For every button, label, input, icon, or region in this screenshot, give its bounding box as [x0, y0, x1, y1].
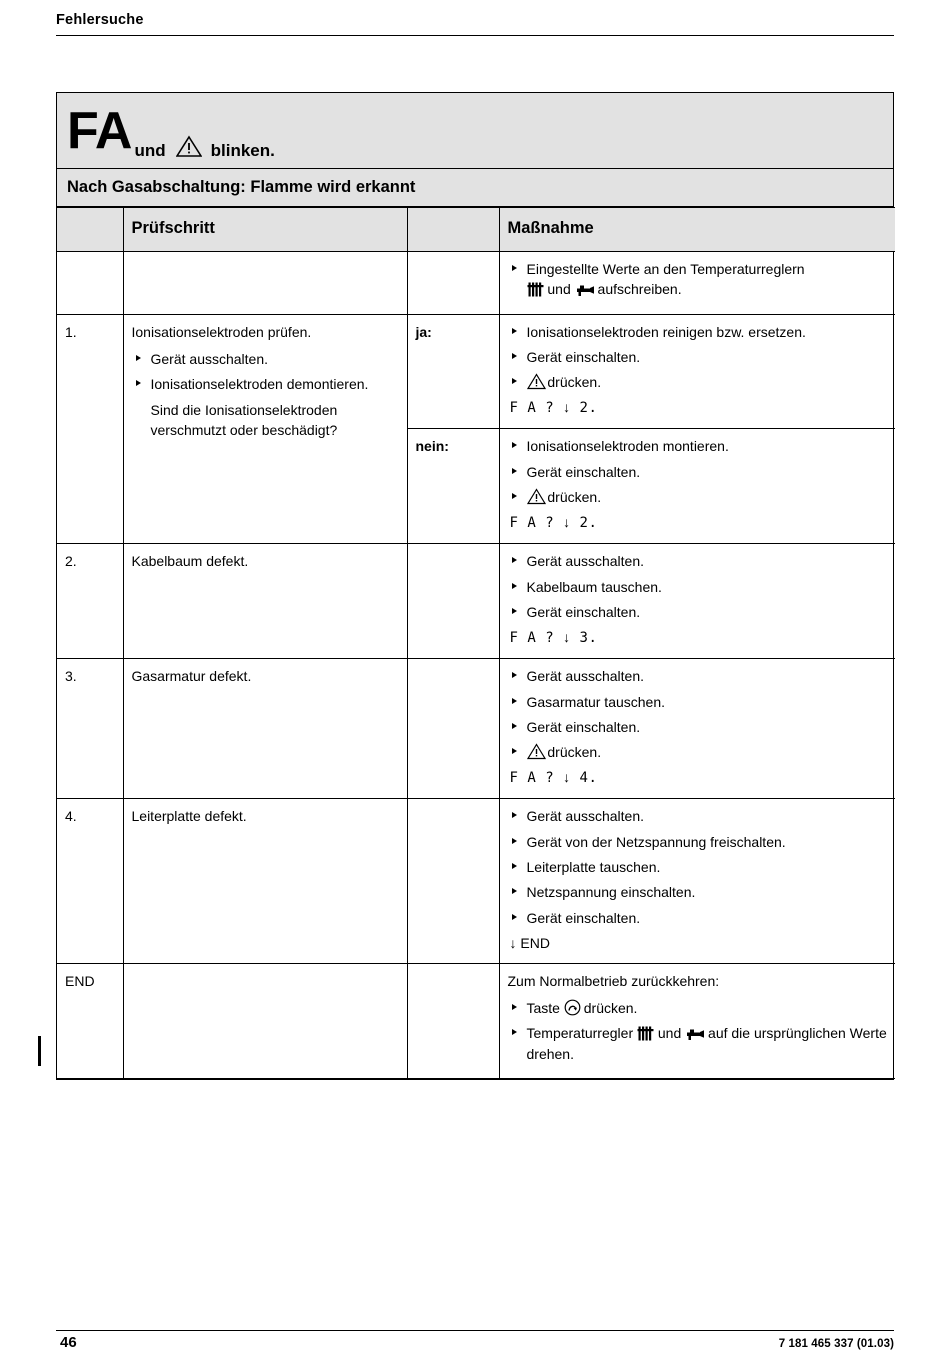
action-text-end: auf die ursprünglichen Werte drehen.: [526, 1025, 887, 1062]
table-row: [57, 799, 895, 963]
steps-table: [57, 207, 895, 1079]
action-item: [508, 1023, 888, 1064]
action-item: Kabelbaum tauschen.: [508, 577, 888, 597]
action-text-end: aufschreiben.: [597, 281, 682, 298]
action-item: Ionisationselektroden montieren.: [508, 436, 888, 456]
row-step: [123, 963, 407, 1078]
action-item: [508, 998, 888, 1018]
row-action: [499, 314, 895, 429]
action-item: Gerät einschalten.: [508, 717, 888, 737]
action-text-und: und: [547, 281, 571, 298]
down-arrow-icon: ↓: [563, 399, 571, 416]
down-arrow-icon: ↓: [563, 629, 571, 646]
row-action: [499, 252, 895, 315]
code-target: 2.: [579, 515, 598, 532]
header-divider: [56, 35, 894, 36]
row-number: 3.: [57, 659, 123, 799]
header-title: Fehlersuche: [56, 12, 144, 28]
action-text: drücken.: [547, 744, 602, 761]
jump-code: [510, 397, 888, 419]
step-item: Gerät ausschalten.: [132, 349, 399, 369]
row-answer: [407, 252, 499, 315]
code-target: 4.: [579, 770, 598, 787]
action-text: Taste: [526, 999, 560, 1016]
row-number: [57, 252, 123, 315]
footer-divider: [56, 1330, 894, 1331]
change-bar: [38, 1036, 41, 1066]
action-item: [508, 372, 888, 392]
table-header-row: [57, 208, 895, 252]
action-text: Temperaturregler: [526, 1025, 634, 1042]
page-header: [56, 12, 894, 36]
row-answer: [407, 544, 499, 659]
warning-triangle-icon: [527, 488, 544, 503]
reset-button-icon: [564, 999, 580, 1015]
row-number: END: [57, 963, 123, 1078]
action-item: [508, 742, 888, 762]
action-item: Gasarmatur tauschen.: [508, 692, 888, 712]
row-step: Gasarmatur defekt.: [123, 659, 407, 799]
fault-code: FA: [67, 101, 132, 160]
row-answer: [407, 314, 499, 429]
jump-end: [510, 933, 888, 954]
radiator-icon: [527, 282, 544, 297]
row-step: Leiterplatte defekt.: [123, 799, 407, 963]
step-item: Ionisationselektroden demontieren.: [132, 374, 399, 394]
warning-triangle-icon: [527, 373, 544, 388]
row-number: 2.: [57, 544, 123, 659]
action-text-und: und: [657, 1025, 682, 1042]
action-item: Gerät von der Netzspannung freischalten.: [508, 832, 888, 852]
action-text: drücken.: [547, 374, 602, 391]
step-heading: Ionisationselektroden prüfen.: [131, 323, 312, 340]
code-text: F A ?: [509, 515, 555, 532]
action-item: [508, 259, 888, 300]
water-tap-icon: [575, 282, 594, 295]
action-item: Gerät einschalten.: [508, 602, 888, 622]
fault-subtitle: Nach Gasabschaltung: Flamme wird erkannt: [57, 169, 893, 207]
table-row: [57, 963, 895, 1078]
header-step: Prüfschritt: [123, 208, 407, 252]
action-item: Gerät einschalten.: [508, 908, 888, 928]
answer-no: nein:: [415, 438, 449, 455]
action-item: Gerät einschalten.: [508, 347, 888, 367]
row-step: Kabelbaum defekt.: [123, 544, 407, 659]
jump-code: [510, 627, 888, 649]
action-text-end: drücken.: [583, 999, 638, 1016]
banner-blinken-label: blinken.: [210, 141, 275, 160]
action-text: drücken.: [547, 489, 602, 506]
action-item: Netzspannung einschalten.: [508, 882, 888, 902]
action-item: Gerät einschalten.: [508, 462, 888, 482]
warning-triangle-icon: [176, 135, 202, 168]
jump-code: [510, 512, 888, 534]
code-text: F A ?: [509, 400, 555, 417]
action-item: Gerät ausschalten.: [508, 551, 888, 571]
down-arrow-icon: ↓: [509, 934, 517, 951]
table-row: [57, 544, 895, 659]
row-number: 1.: [57, 314, 123, 544]
action-item: Gerät ausschalten.: [508, 806, 888, 826]
document-code: 7 181 465 337 (01.03): [778, 1338, 894, 1350]
code-text: F A ?: [509, 770, 555, 787]
water-tap-icon: [685, 1026, 704, 1039]
header-answer: [407, 208, 499, 252]
row-action: [499, 799, 895, 963]
row-action: [499, 429, 895, 544]
answer-yes: ja:: [415, 323, 432, 340]
action-item: Gerät ausschalten.: [508, 666, 888, 686]
row-action: [499, 659, 895, 799]
warning-triangle-icon: [527, 743, 544, 758]
action-intro: Zum Normalbetrieb zurückkehren:: [507, 972, 720, 989]
row-answer: [407, 799, 499, 963]
row-step: [123, 314, 407, 544]
end-label: END: [520, 934, 550, 951]
code-text: F A ?: [509, 630, 555, 647]
action-text: Eingestellte Werte an den Temperaturreglern: [526, 261, 805, 277]
table-row: [57, 314, 895, 429]
row-action: [499, 963, 895, 1078]
fault-table: [56, 92, 894, 1080]
down-arrow-icon: ↓: [563, 769, 571, 786]
page-number: 46: [60, 1334, 77, 1351]
row-action: [499, 544, 895, 659]
banner-und-label: und: [134, 141, 166, 160]
row-answer: [407, 659, 499, 799]
radiator-icon: [637, 1026, 654, 1041]
action-item: Leiterplatte tauschen.: [508, 857, 888, 877]
table-row: [57, 252, 895, 315]
row-answer: [407, 429, 499, 544]
row-number: 4.: [57, 799, 123, 963]
header-action: Maßnahme: [499, 208, 895, 252]
table-row: [57, 659, 895, 799]
step-question: Sind die Ionisationselektroden verschmutzt oder beschädigt?: [150, 402, 338, 439]
row-step: [123, 252, 407, 315]
down-arrow-icon: ↓: [563, 514, 571, 531]
action-item: [508, 487, 888, 507]
fault-code-banner: [57, 93, 893, 169]
jump-code: [510, 767, 888, 789]
code-target: 3.: [579, 630, 598, 647]
header-num: [57, 208, 123, 252]
code-target: 2.: [579, 400, 598, 417]
row-answer: [407, 963, 499, 1078]
action-item: Ionisationselektroden reinigen bzw. ersetzen.: [508, 322, 888, 342]
